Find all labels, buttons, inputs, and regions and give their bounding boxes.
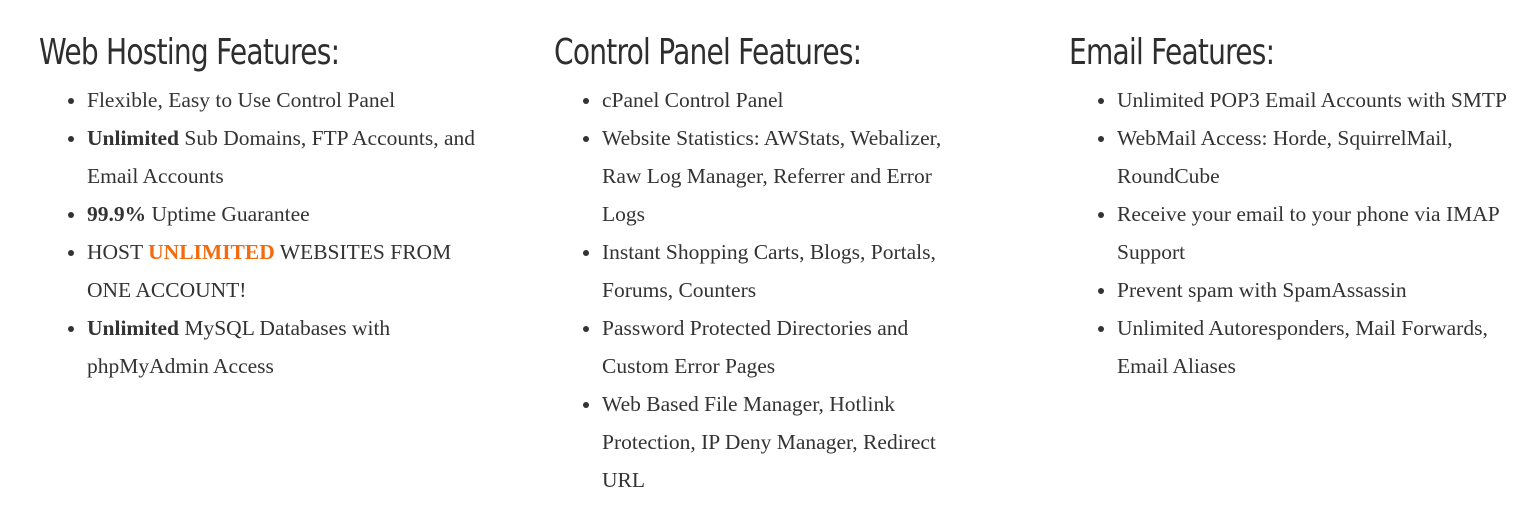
feature-text: MySQL Databases with phpMyAdmin Access: [87, 316, 391, 378]
list-item: • Unlimited POP3 Email Accounts with SMTP: [1117, 81, 1524, 119]
list-item: • Unlimited Autoresponders, Mail Forwards, Email Aliases: [1117, 309, 1524, 385]
feature-text-suffix: WEBSITES FROM ONE ACCOUNT!: [87, 240, 452, 302]
unlimited-accent-text: UNLIMITED: [148, 240, 275, 264]
control-panel-features-list: [554, 81, 974, 499]
list-item: • Web Based File Manager, Hotlink Protection, IP Deny Manager, Redirect URL: [602, 385, 974, 499]
feature-highlight: Unlimited: [87, 316, 179, 340]
feature-highlight: 99.9%: [87, 202, 147, 226]
feature-text: Sub Domains, FTP Accounts, and Email Accounts: [87, 126, 476, 188]
list-item: • Receive your email to your phone via IMAP Support: [1117, 195, 1524, 271]
list-item: [87, 309, 499, 385]
email-features-heading: Email Features:: [1069, 32, 1275, 73]
list-item: • WebMail Access: Horde, SquirrelMail, RoundCube: [1117, 119, 1524, 195]
list-item: • Password Protected Directories and Custom Error Pages: [602, 309, 974, 385]
web-hosting-features-list: [39, 81, 499, 385]
feature-text: Uptime Guarantee: [146, 202, 310, 226]
email-features-section: [1069, 30, 1524, 385]
control-panel-features-section: [554, 30, 974, 499]
feature-highlight: Unlimited: [87, 126, 179, 150]
list-item: [87, 81, 499, 119]
list-item: • cPanel Control Panel: [602, 81, 974, 119]
email-features-list: [1069, 81, 1524, 385]
list-item: • Prevent spam with SpamAssassin: [1117, 271, 1524, 309]
list-item: [87, 119, 499, 195]
list-item: [87, 195, 499, 233]
list-item: [87, 233, 499, 309]
feature-text: Flexible, Easy to Use Control Panel: [87, 88, 396, 112]
control-panel-features-heading: Control Panel Features:: [554, 32, 862, 73]
web-hosting-features-heading: Web Hosting Features:: [39, 32, 340, 73]
web-hosting-features-section: [39, 30, 499, 385]
list-item: • Instant Shopping Carts, Blogs, Portals, Forums, Counters: [602, 233, 974, 309]
feature-text-prefix: HOST: [87, 240, 149, 264]
list-item: • Website Statistics: AWStats, Webalizer, Raw Log Manager, Referrer and Error Logs: [602, 119, 974, 233]
